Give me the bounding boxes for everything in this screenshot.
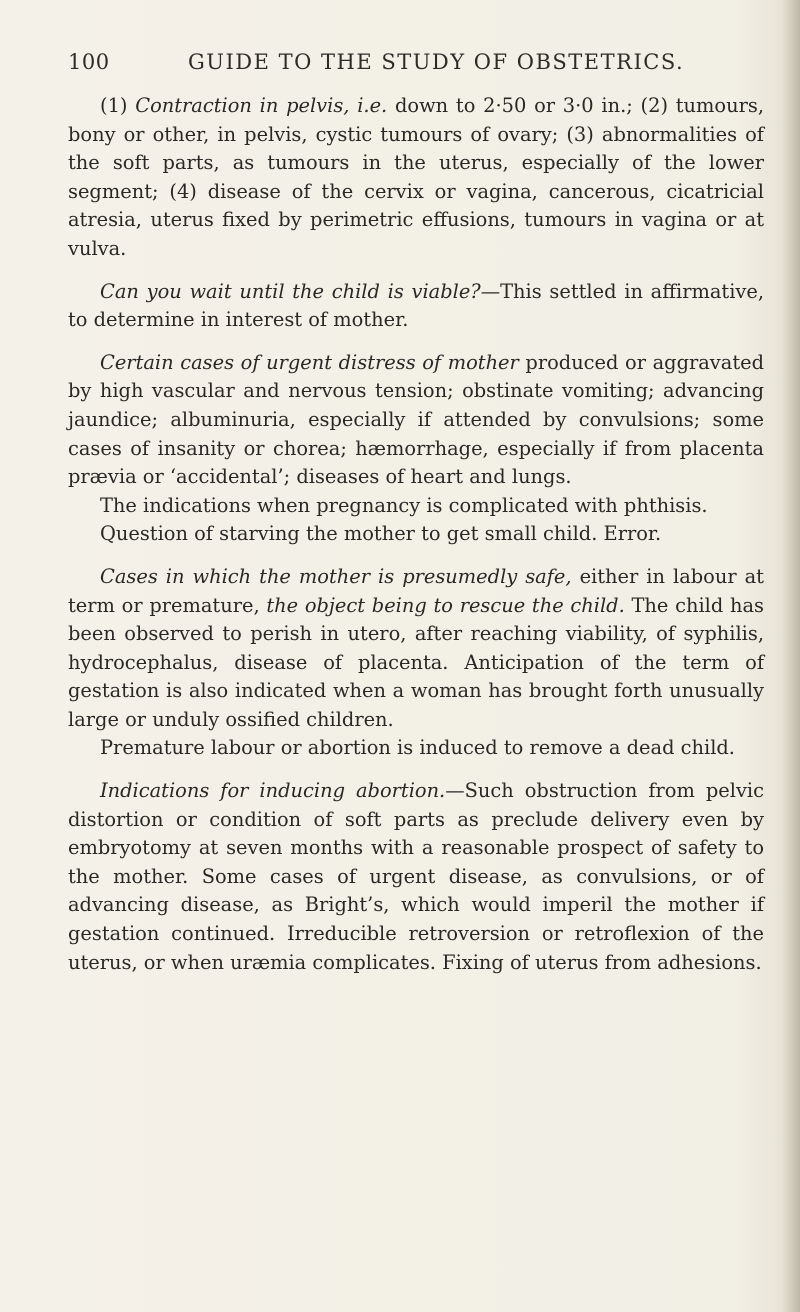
page-gutter (782, 0, 800, 1312)
paragraph (68, 563, 764, 735)
paragraph (68, 734, 764, 763)
body-text: (1) (100, 94, 136, 117)
paragraph (68, 92, 764, 264)
body-text: Question of starving the mother to get small child. Error. (100, 522, 662, 546)
page-body (68, 92, 764, 977)
italic-text: Contraction in pelvis, i.e. (135, 94, 388, 117)
italic-text: Indications for inducing abortion. (100, 779, 446, 803)
page-number: 100 (68, 50, 110, 74)
body-text: either in labour at term or premature, (68, 564, 764, 617)
italic-text: Cases in which the mother is presumedly safe, (100, 564, 572, 588)
italic-text: Certain cases of urgent distress of mother (100, 350, 519, 374)
italic-text: Can you wait until the child is viable? (100, 279, 481, 303)
body-text: —This settled in affirmative, to determine in interest of mother. (68, 279, 765, 332)
body-text: down to 2·50 or 3·0 in.; (2) tumours, bony or other, in pelvis, cystic tumours of ovary; (3) abnormalities of the soft parts, as tumours in the uterus, especially of the lower segment; (4) disease of the cervix or vagina, cancerous, cicatricial atresia, uterus fixed by perimetric effusions, tumours in vagina or at vulva. (68, 94, 764, 260)
paragraph (68, 492, 764, 521)
italic-text: the object being to rescue the child. (266, 593, 625, 617)
body-text: produced or aggravated by high vascular and nervous tension; obstinate vomiting; advancing jaundice; albuminuria, especially if attended by convulsions; some cases of insanity or chorea; hæmorrhage, especially if from placenta prævia or ‘accidental’; diseases of heart and lungs. (68, 350, 765, 489)
paragraph (68, 278, 764, 335)
running-title: GUIDE TO THE STUDY OF OBSTETRICS. (188, 50, 685, 74)
body-text: The indications when pregnancy is complicated with phthisis. (100, 493, 708, 517)
paragraph (68, 349, 764, 492)
paragraph (68, 520, 764, 549)
body-text: The child has been observed to perish in utero, after reaching viability, of syphilis, hydrocephalus, disease of placenta. Anticipation of the term of gestation is also indicated when a woman has brought forth unusually large or unduly ossified children. (68, 593, 764, 731)
body-text: Premature labour or abortion is induced to remove a dead child. (100, 736, 735, 760)
body-text: —Such obstruction from pelvic distortion or condition of soft parts as preclude delivery even by embryotomy at seven months with a reasonable prospect of safety to the mother. Some cases of urgent disease, as convulsions, or of advancing disease, as Bright’s, which would imperil the mother if gestation continued. Irreducible retroversion or retroflexion of the uterus, or when uræmia complicates. Fixing of uterus from adhesions. (68, 779, 764, 974)
paragraph (68, 777, 764, 977)
